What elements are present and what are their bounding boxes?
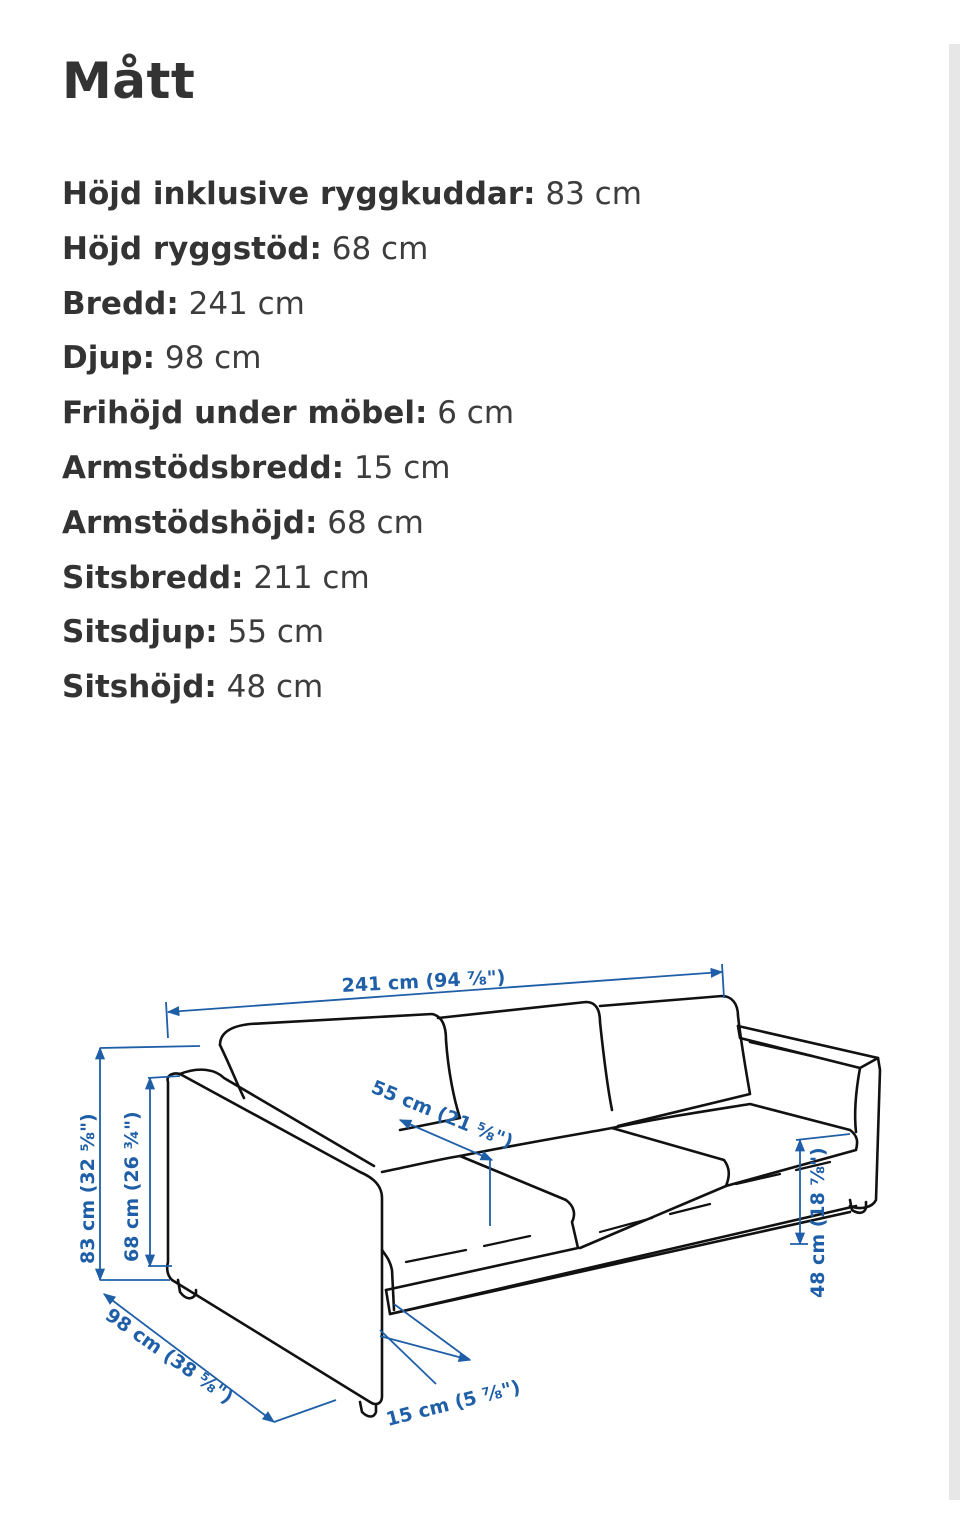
spec-value: 83 cm	[545, 176, 642, 212]
dimension-labels	[77, 966, 829, 1430]
spec-label: Bredd:	[62, 285, 179, 322]
sofa-dimension-diagram	[60, 770, 900, 1470]
spec-value: 68 cm	[327, 504, 424, 541]
sofa-drawing	[167, 996, 880, 1417]
spec-value: 15 cm	[353, 449, 451, 486]
spec-label: Höjd ryggstöd:	[62, 230, 322, 267]
spec-height-incl-back-cushions	[62, 170, 642, 225]
spec-value: 55 cm	[227, 614, 325, 651]
sofa-diagram-svg	[60, 770, 900, 1470]
page-scrollbar[interactable]	[949, 44, 960, 1500]
spec-value: 48 cm	[226, 669, 324, 706]
spec-seat-height	[62, 663, 642, 718]
dimension-lines	[100, 964, 850, 1422]
spec-label: Armstödshöjd:	[62, 504, 318, 541]
spec-label: Sitsdjup:	[62, 614, 218, 651]
spec-backrest-height	[62, 225, 642, 280]
spec-label: Djup:	[62, 340, 156, 377]
depth-dimension-label: 98 cm (38 ⅝")	[101, 1304, 238, 1409]
width-dimension-label: 241 cm (94 ⅞")	[341, 966, 506, 997]
spec-value: 68 cm	[331, 230, 429, 267]
spec-label: Armstödsbredd:	[62, 449, 345, 486]
spec-label: Sitshöjd:	[62, 669, 217, 706]
spec-seat-depth	[62, 608, 642, 663]
spec-label: Sitsbredd:	[62, 559, 244, 596]
spec-label: Frihöjd under möbel:	[62, 395, 428, 432]
spec-value: 211 cm	[253, 559, 370, 596]
spec-value: 98 cm	[164, 340, 262, 377]
spec-value: 241 cm	[188, 285, 305, 322]
spec-width	[62, 280, 642, 335]
page-title: Mått	[62, 52, 196, 110]
back-height-dimension-label: 68 cm (26 ¾")	[121, 1111, 143, 1262]
spec-clearance	[62, 389, 642, 444]
spec-label: Höjd inklusive ryggkuddar:	[62, 176, 536, 212]
spec-armrest-height	[62, 499, 642, 554]
seat-depth-dimension-label: 55 cm (21 ⅝")	[368, 1076, 517, 1154]
spec-armrest-width	[62, 444, 642, 499]
armrest-width-dimension-label: 15 cm (5 ⅞")	[383, 1376, 523, 1431]
seat-height-dimension-label: 48 cm (18 ⅞")	[807, 1147, 829, 1298]
spec-value: 6 cm	[437, 395, 515, 432]
total-height-dimension-label: 83 cm (32 ⅝")	[77, 1113, 99, 1264]
dimensions-list	[62, 170, 642, 718]
spec-seat-width	[62, 554, 642, 609]
spec-depth	[62, 334, 642, 389]
